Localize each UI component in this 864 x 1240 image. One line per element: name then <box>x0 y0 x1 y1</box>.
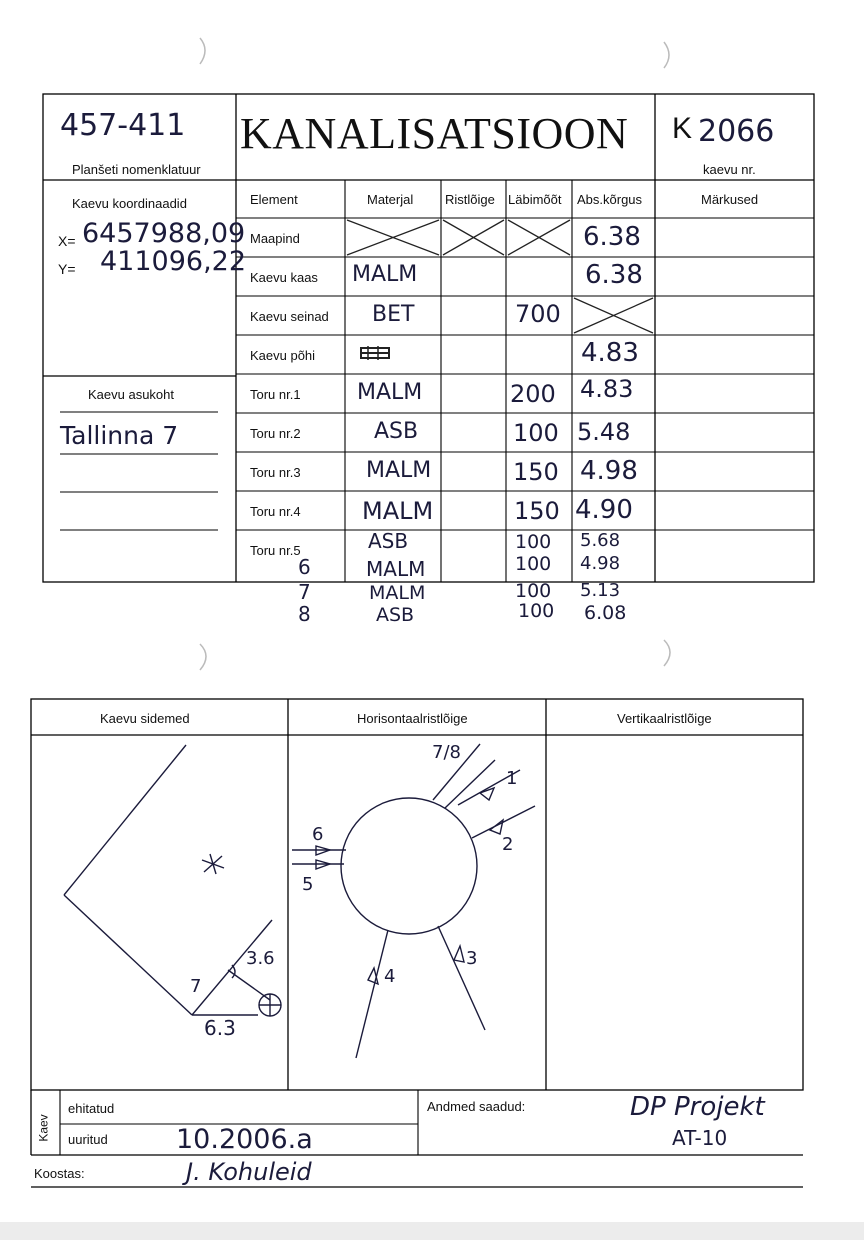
surveyed-label: uuritud <box>68 1132 108 1147</box>
y-value: 411096,22 <box>100 246 247 277</box>
table-row: Kaevu kaas <box>250 270 318 285</box>
vertical-section-label: Vertikaalristlõige <box>617 711 712 726</box>
well-prefix: K <box>672 112 693 145</box>
extra-row-diameter: 100 <box>515 580 552 602</box>
side-label-wrap <box>30 1108 58 1148</box>
surveyed-value: 10.2006.a <box>176 1124 313 1155</box>
col-header-abs-height: Abs.kõrgus <box>577 192 643 207</box>
table-row: Maapind <box>250 231 300 246</box>
material-cell: ASB <box>374 419 419 444</box>
pipe-label: 3 <box>466 948 478 969</box>
table-row: Toru nr.4 <box>250 504 301 519</box>
table-row: Toru nr.3 <box>250 465 301 480</box>
diameter-cell: 100 <box>515 531 552 553</box>
sheet-number: 457-411 <box>60 108 186 143</box>
height-cell: 4.83 <box>580 375 634 403</box>
table-row: Toru nr.5 <box>250 543 301 558</box>
well-label: kaevu nr. <box>703 162 756 177</box>
extra-row-number: 6 <box>298 555 311 579</box>
col-header-crosssection: Ristlõige <box>445 192 495 207</box>
extra-row-height: 4.98 <box>580 553 621 574</box>
data-source-value: DP Projekt <box>630 1092 765 1122</box>
sheet-label: Planšeti nomenklatuur <box>72 162 201 177</box>
scan-edge <box>0 1222 864 1240</box>
extra-row-diameter: 100 <box>515 553 552 575</box>
location-value: Tallinna 7 <box>60 421 179 450</box>
height-cell: 5.48 <box>577 418 631 446</box>
table-row: Kaevu seinad <box>250 309 329 324</box>
height-cell: 6.38 <box>585 260 643 290</box>
diameter-cell: 150 <box>514 497 560 525</box>
material-cell: BET <box>372 302 415 327</box>
table-row: Toru nr.2 <box>250 426 301 441</box>
horizontal-section-label: Horisontaalristlõige <box>357 711 468 726</box>
material-cell: MALM <box>357 380 423 405</box>
pipe-label: 5 <box>302 874 314 895</box>
author-value: J. Kohuleid <box>186 1158 312 1186</box>
well-number: 2066 <box>698 114 775 149</box>
extra-row-number: 7 <box>298 580 311 604</box>
diameter-cell: 700 <box>515 300 561 328</box>
ties-label: Kaevu sidemed <box>100 711 190 726</box>
extra-row-number: 8 <box>298 602 311 626</box>
tie-distance-label: 7 <box>190 976 202 997</box>
material-cell: ASB <box>368 529 409 553</box>
table-row: Toru nr.1 <box>250 387 301 402</box>
table-row: Kaevu põhi <box>250 348 316 363</box>
built-label: ehitatud <box>68 1101 115 1116</box>
extra-row-material: ASB <box>376 604 415 626</box>
pipe-label: 6 <box>312 824 324 845</box>
y-label: Y= <box>58 261 76 277</box>
extra-row-height: 6.08 <box>584 602 627 624</box>
height-cell: 5.68 <box>580 530 621 551</box>
col-header-element: Element <box>250 192 298 207</box>
data-source-label: Andmed saadud: <box>427 1099 526 1114</box>
height-cell: 4.83 <box>581 338 639 368</box>
location-label: Kaevu asukoht <box>88 387 175 402</box>
side-label: Kaev <box>36 1114 51 1142</box>
tie-distance-label: 3.6 <box>246 948 275 969</box>
pipe-label: 2 <box>502 834 514 855</box>
diameter-cell: 100 <box>513 419 559 447</box>
form-title: KANALISATSIOON <box>240 109 629 158</box>
extra-row-material: MALM <box>369 582 426 604</box>
col-header-material: Materjal <box>367 192 414 207</box>
author-label: Koostas: <box>34 1166 85 1181</box>
height-cell: 4.90 <box>575 495 633 525</box>
height-cell: 6.38 <box>583 222 641 252</box>
height-cell: 4.98 <box>580 456 638 486</box>
pipe-label: 7/8 <box>432 742 461 763</box>
extra-row-diameter: 100 <box>518 600 555 622</box>
col-header-notes: Märkused <box>701 192 759 207</box>
tie-distance-label: 6.3 <box>204 1016 236 1040</box>
diameter-cell: 150 <box>513 458 559 486</box>
material-cell: MALM <box>352 262 418 287</box>
material-cell: MALM <box>362 497 434 525</box>
material-cell: MALM <box>366 458 432 483</box>
pipe-label: 4 <box>384 966 396 987</box>
x-label: X= <box>58 233 76 249</box>
pipe-label: 1 <box>506 768 518 789</box>
coordinates-label: Kaevu koordinaadid <box>72 196 187 211</box>
x-value: 6457988,09 <box>82 218 246 249</box>
extra-row-height: 5.13 <box>580 580 621 601</box>
data-source-code: AT-10 <box>672 1126 728 1150</box>
col-header-diameter: Läbimõõt <box>508 192 562 207</box>
extra-row-material: MALM <box>366 557 426 581</box>
diameter-cell: 200 <box>510 380 556 408</box>
